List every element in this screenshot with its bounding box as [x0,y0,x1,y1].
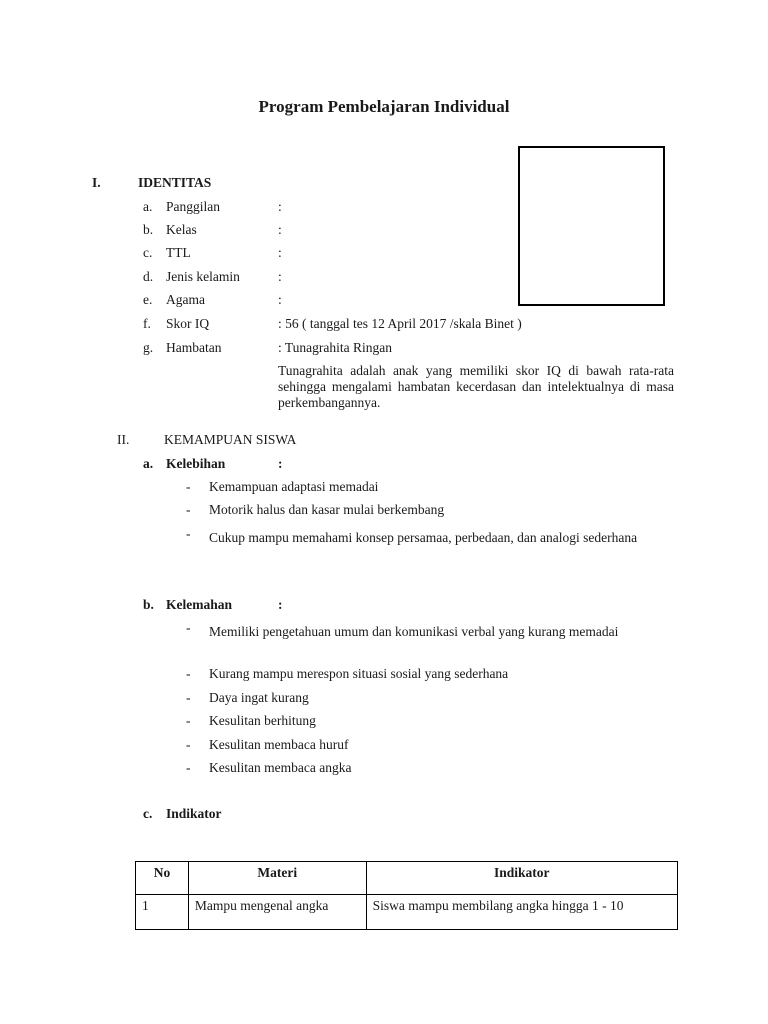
section-2-number: II. [117,432,130,447]
field-label-skor-iq: Skor IQ [166,316,210,331]
section-2-heading: KEMAMPUAN SISWA [164,432,297,447]
list-item: Kesulitan membaca angka [209,760,352,775]
kelebihan-heading: Kelebihan [166,456,226,471]
field-letter: e. [143,292,153,307]
field-label-kelas: Kelas [166,222,197,237]
cell-materi: Mampu mengenal angka [188,895,366,930]
kelebihan-letter: a. [143,456,154,471]
indikator-heading: Indikator [166,806,222,821]
list-item: Daya ingat kurang [209,690,309,705]
field-label-agama: Agama [166,292,205,307]
field-value-hambatan: : Tunagrahita Ringan [278,340,392,355]
list-item: Cukup mampu memahami konsep persamaa, perbedaan, dan analogi sederhana [209,530,638,545]
indikator-letter: c. [143,806,153,821]
field-letter: c. [143,245,153,260]
field-label-ttl: TTL [166,245,191,260]
kelemahan-colon: : [278,597,283,612]
field-value-jenis-kelamin: : [278,269,282,284]
hambatan-description: Tunagrahita adalah anak yang memiliki skor IQ di bawah rata-rata sehingga mengalami hambatan kecerdasan dan intelektualnya di masa perkembangannya. [278,363,674,410]
bullet-dash: - [186,502,191,517]
column-header-materi: Materi [188,862,366,895]
section-1-heading: IDENTITAS [138,175,212,190]
field-value-kelas: : [278,222,282,237]
field-letter: a. [143,199,153,214]
column-header-no: No [136,862,189,895]
kelebihan-colon: : [278,456,283,471]
column-header-indikator: Indikator [366,862,677,895]
list-item: Motorik halus dan kasar mulai berkembang [209,502,445,517]
field-letter: b. [143,222,154,237]
bullet-dash: - [186,690,191,705]
indikator-table [135,861,678,930]
field-label-jenis-kelamin: Jenis kelamin [166,269,240,284]
table-header-row [136,862,678,895]
bullet-dash: - [186,526,191,541]
field-value-agama: : [278,292,282,307]
field-value-panggilan: : [278,199,282,214]
list-item: Kemampuan adaptasi memadai [209,479,379,494]
field-letter: f. [143,316,151,331]
document-title: Program Pembelajaran Individual [258,97,510,116]
photo-placeholder-box [518,146,665,306]
list-item: Kesulitan berhitung [209,713,316,728]
field-label-hambatan: Hambatan [166,340,222,355]
field-value-ttl: : [278,245,282,260]
cell-indikator: Siswa mampu membilang angka hingga 1 - 10 [366,895,677,930]
table-row [136,895,678,930]
kelemahan-heading: Kelemahan [166,597,232,612]
field-letter: g. [143,340,154,355]
section-1-number: I. [92,175,101,190]
bullet-dash: - [186,713,191,728]
field-label-panggilan: Panggilan [166,199,220,214]
field-letter: d. [143,269,154,284]
list-item: Memiliki pengetahuan umum dan komunikasi verbal yang kurang memadai [209,624,619,639]
bullet-dash: - [186,479,191,494]
cell-no: 1 [136,895,189,930]
bullet-dash: - [186,666,191,681]
bullet-dash: - [186,620,191,635]
bullet-dash: - [186,737,191,752]
field-value-skor-iq: : 56 ( tanggal tes 12 April 2017 /skala Binet ) [278,316,522,331]
list-item: Kurang mampu merespon situasi sosial yang sederhana [209,666,509,681]
kelemahan-letter: b. [143,597,154,612]
bullet-dash: - [186,760,191,775]
list-item: Kesulitan membaca huruf [209,737,349,752]
